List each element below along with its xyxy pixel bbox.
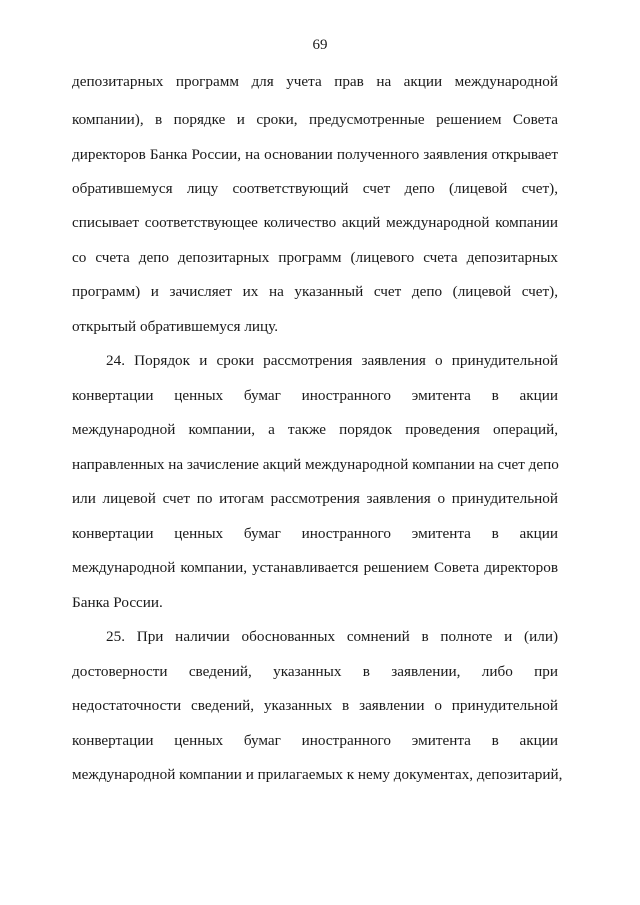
text-line: конвертации ценных бумаг иностранного эмитента в акции [72, 525, 558, 542]
text-line: международной компании, устанавливается решением Совета директоров [72, 559, 558, 576]
text-line: или лицевой счет по итогам рассмотрения заявления о принудительной [72, 490, 558, 507]
paragraph-24-start: 24. Порядок и сроки рассмотрения заявления о принудительной [106, 352, 558, 369]
text-line: директоров Банка России, на основании полученного заявления открывает [72, 146, 558, 163]
text-line: открытый обратившемуся лицу. [72, 318, 279, 335]
text-line: направленных на зачисление акций международной компании на счет депо [72, 456, 559, 473]
text-line: депозитарных программ для учета прав на акции международной [72, 73, 558, 90]
text-line: достоверности сведений, указанных в заявлении, либо при [72, 663, 558, 680]
text-line: обратившемуся лицу соответствующий счет депо (лицевой счет), [72, 180, 558, 197]
page-number: 69 [312, 37, 328, 53]
text-line: международной компании, а также порядок проведения операций, [72, 421, 558, 438]
text-line: недостаточности сведений, указанных в заявлении о принудительной [72, 697, 558, 714]
text-line: со счета депо депозитарных программ (лицевого счета депозитарных [72, 249, 558, 266]
text-line: международной компании и прилагаемых к нему документах, депозитарий, [72, 766, 563, 783]
text-line: компании), в порядке и сроки, предусмотренные решением Совета [72, 111, 558, 128]
paragraph-25-start: 25. При наличии обоснованных сомнений в полноте и (или) [106, 628, 558, 645]
text-line: программ) и зачисляет их на указанный счет депо (лицевой счет), [72, 283, 558, 300]
text-line: конвертации ценных бумаг иностранного эмитента в акции [72, 732, 558, 749]
text-line: конвертации ценных бумаг иностранного эмитента в акции [72, 387, 558, 404]
text-line: Банка России. [72, 594, 163, 611]
text-line: списывает соответствующее количество акций международной компании [72, 214, 558, 231]
